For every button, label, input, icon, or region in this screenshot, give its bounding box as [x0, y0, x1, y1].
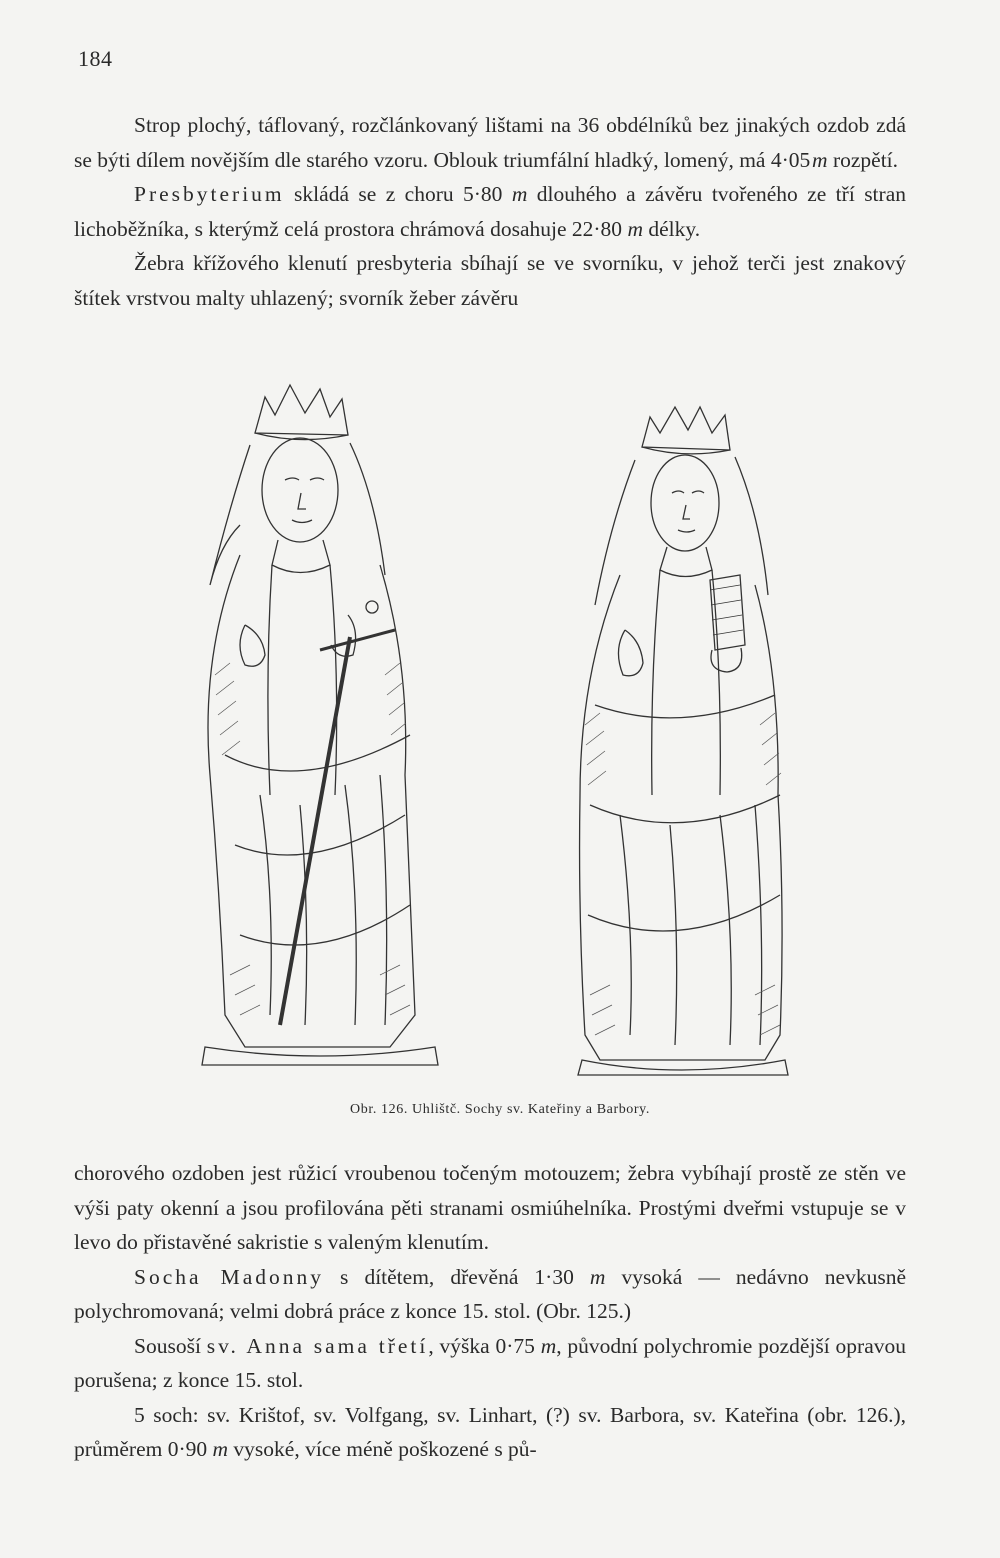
paragraph-presbyterium [74, 177, 906, 246]
paragraph-text: skládá se z choru 5·80 [284, 182, 512, 206]
unit-m: m [540, 1333, 557, 1358]
spaced-term: Socha Madonny [134, 1264, 324, 1289]
paragraph-sousosi [74, 1329, 906, 1398]
top-text-block [74, 108, 906, 315]
paragraph-socha-madonny [74, 1260, 906, 1329]
paragraph-text: 5 soch: sv. Krištof, sv. Volfgang, sv. Linhart, (?) sv. Barbora, sv. Kateřina (obr. 126.), průměrem 0·90 [74, 1402, 906, 1461]
unit-m: m [627, 216, 643, 241]
paragraph-5-soch [74, 1398, 906, 1467]
bottom-text-block [74, 1156, 906, 1467]
paragraph-strop [74, 108, 906, 177]
statues-illustration [180, 375, 820, 1095]
spaced-term: Presbyterium [134, 182, 285, 206]
unit-m: m [212, 1437, 229, 1461]
paragraph-text: rozpětí. [827, 147, 899, 172]
paragraph-text: dlouhého a závěru tvořeného ze tří stran lichoběžníka, s kterýmž celá prostora chrámová dosahuje 22·80 [74, 182, 906, 241]
paragraph-text: vysoké, více méně poškozené s pů- [228, 1437, 537, 1461]
paragraph-text: , původní polychromie pozdější opravou porušena; z konce 15. stol. [74, 1333, 907, 1392]
unit-m: m [511, 182, 528, 206]
paragraph-text: , výška 0·75 [428, 1333, 541, 1358]
paragraph-text: s dítětem, dřevěná 1·30 [324, 1264, 590, 1289]
paragraph-chorove: chorového ozdoben jest růžicí vroubenou točeným motouzem; žebra vybíhají prostě ze stěn ve výši paty okenní a jsou profilována pěti stranami osmiúhelníka. Prostými dveřmi vstupuje se v levo do přistavěné sakristie s valeným klenutím. [74, 1161, 906, 1254]
unit-m: m [589, 1264, 606, 1289]
paragraph-text: délky. [642, 216, 701, 241]
paragraph-zebra: Žebra křížového klenutí presbyteria sbíhají se ve svorníku, v jehož terči jest znakový štítek vrstvou malty uhlazený; svorník žeber závěru [74, 251, 906, 310]
unit-m: m [812, 147, 828, 172]
statue-right-barbora [578, 407, 788, 1075]
figure-caption: Obr. 126. Uhlištč. Sochy sv. Kateřiny a Barbory. [350, 1102, 650, 1117]
paragraph-text: vysoká — nedávno nevkusně polychromovaná; velmi dobrá práce z konce 15. stol. (Obr. 125.) [74, 1264, 907, 1323]
statue-left-kateřina [202, 385, 438, 1065]
paragraph-text: Sousoší [134, 1333, 207, 1358]
page-number: 184 [78, 46, 113, 71]
paragraph-text: Strop plochý, táflovaný, rozčlánkovaný lištami na 36 obdélníků bez jinakých ozdob zdá se býti dílem novějším dle starého vzoru. Oblouk triumfální hladký, lomený, má 4·05 [74, 113, 906, 172]
spaced-term: sv. Anna sama třetí [206, 1333, 429, 1358]
